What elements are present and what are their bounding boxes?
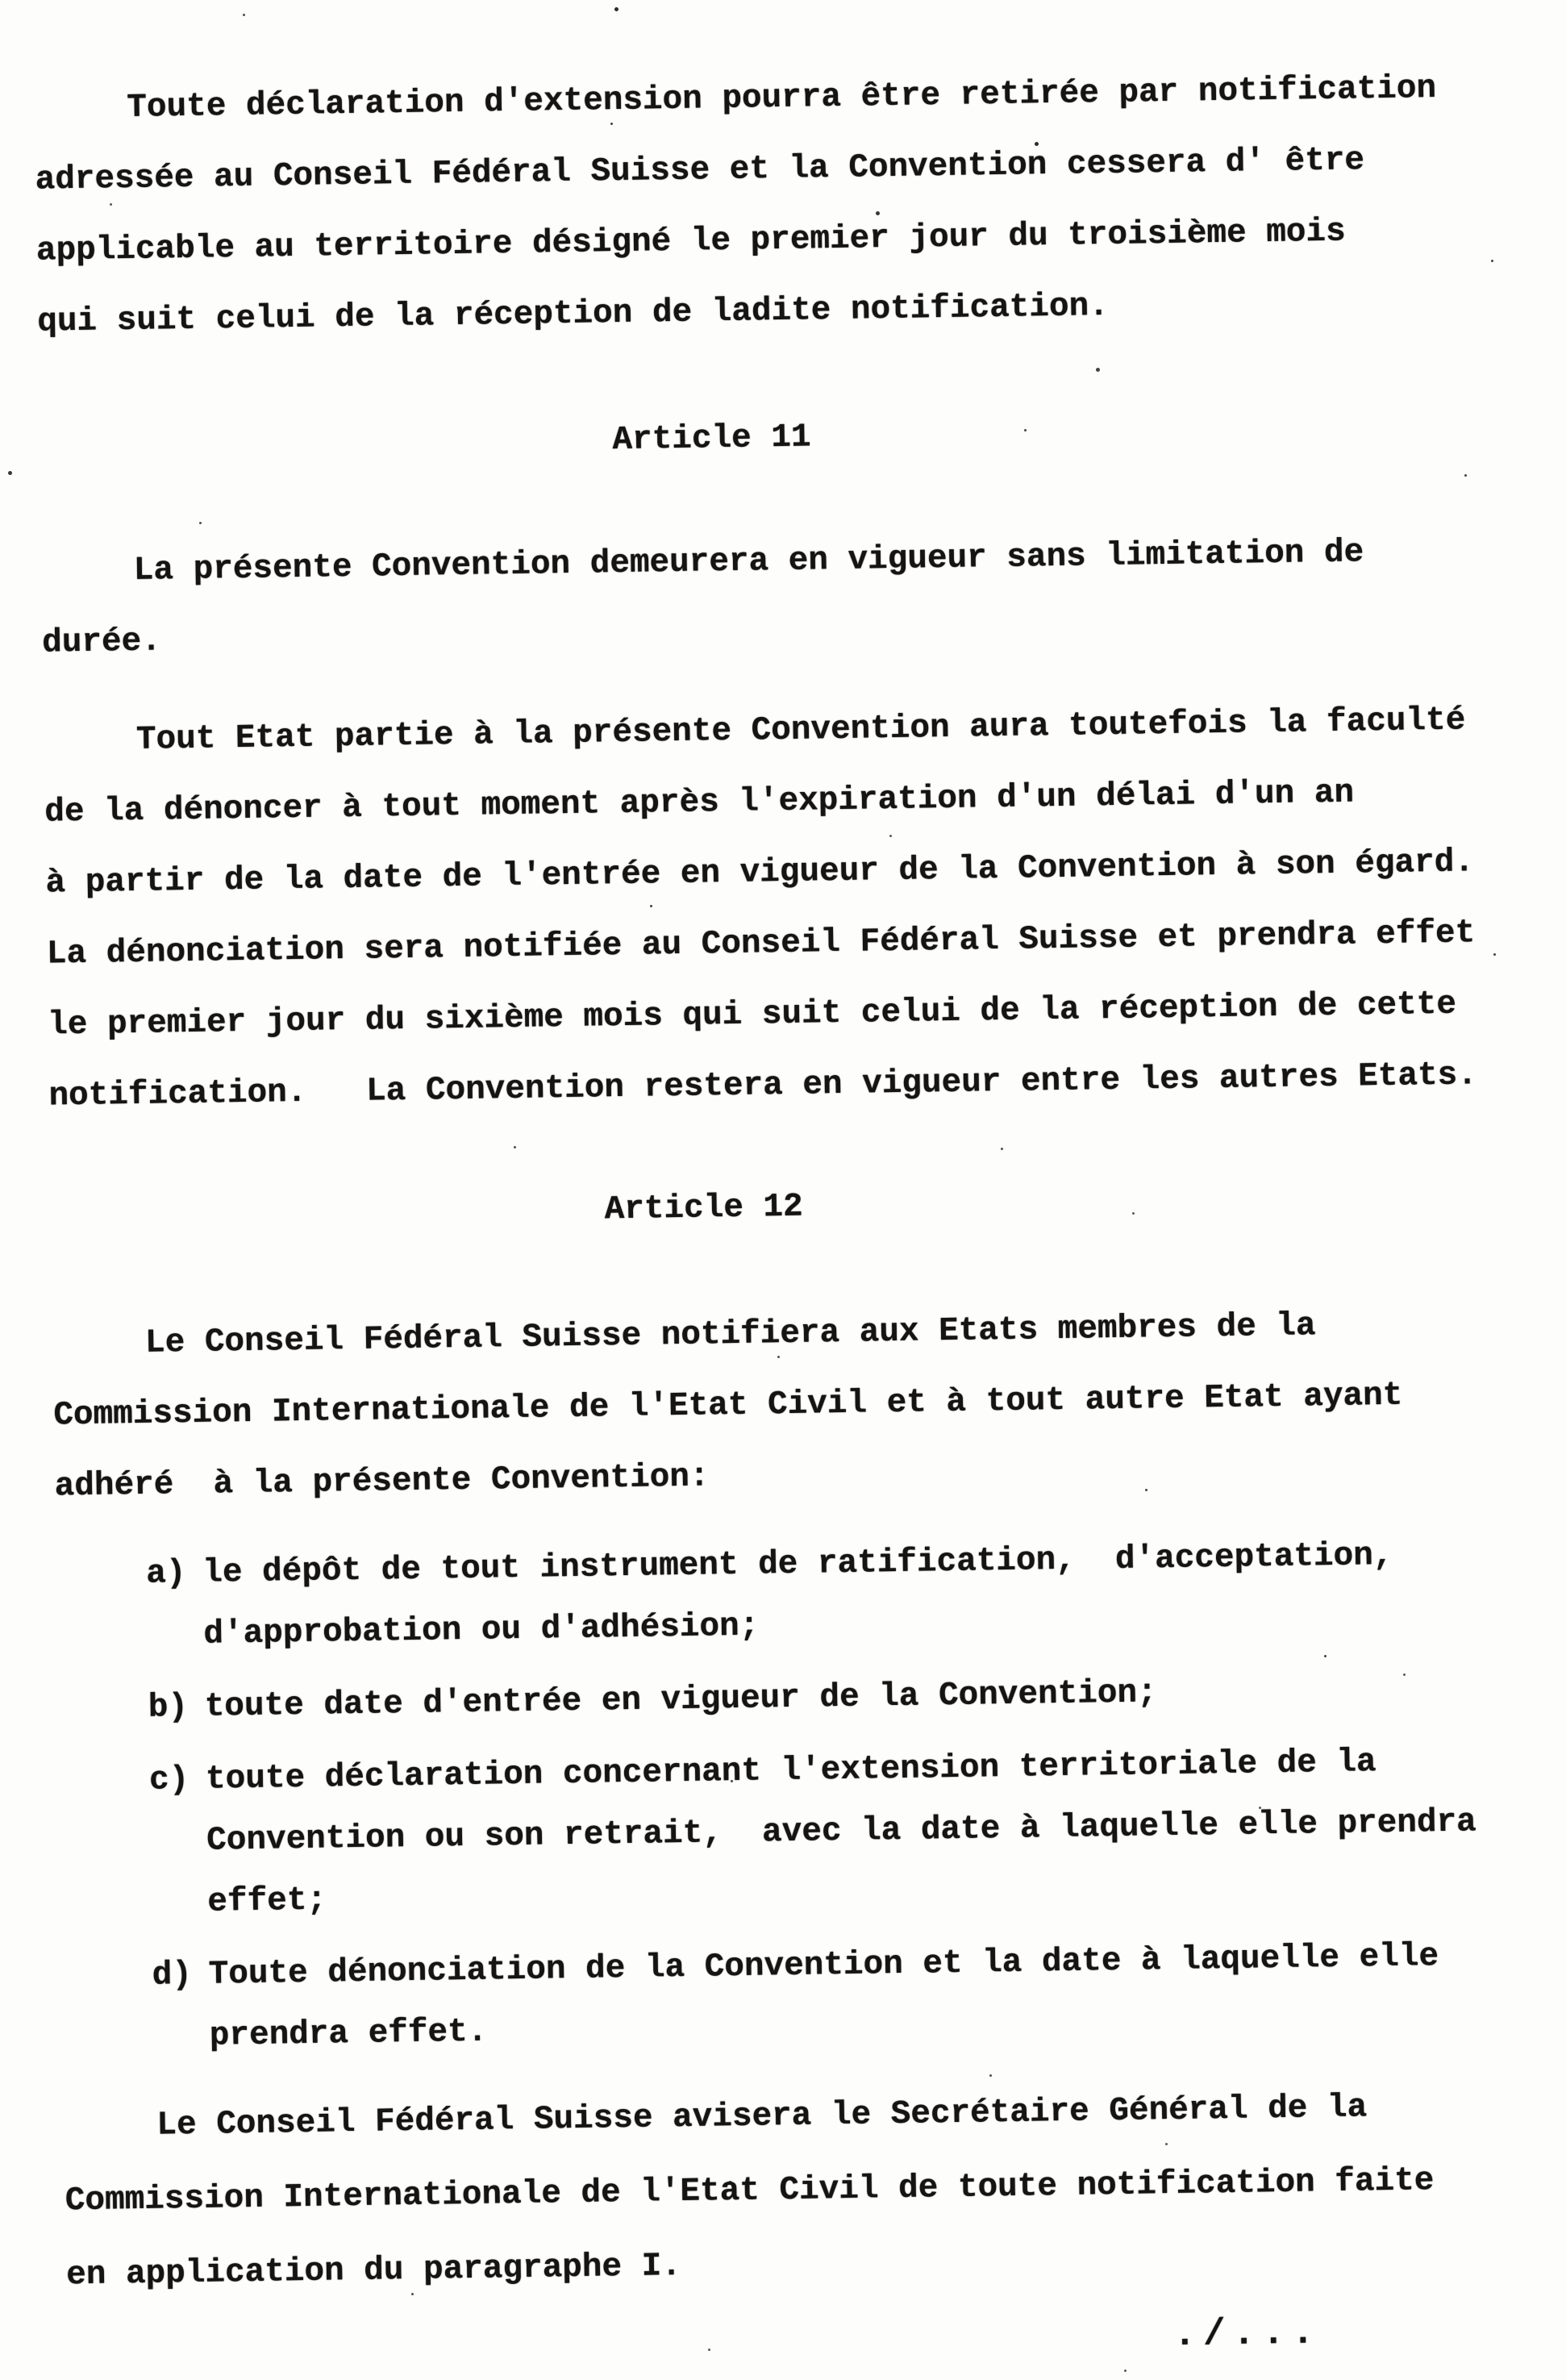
intro-paragraph: Toute déclaration d'extension pourra être retirée par notification adressée au Conseil Fédéral Suisse et la Convention cessera d' être applicable au territoire désigné le premier jour du troisième mois qui suit celui de la réception de ladite notification.	[35, 69, 1437, 341]
list-item-c	[59, 1728, 1566, 1935]
article-11-paragraph-2: Tout Etat partie à la présente Convention aura toutefois la faculté de la dénoncer à tout moment après l'expiration d'un délai d'un an à partir de la date de l'entrée en vigueur de la Convention à son égard. La dénonciation sera notifiée au Conseil Fédéral Suisse et prendra effet le premier jour du sixième mois qui suit celui de la réception de cette notification. La Convention restera en vigueur entre les autres Etats.	[44, 702, 1478, 1115]
article-12-closing-paragraph: Le Conseil Fédéral Suisse avisera le Secrétaire Général de la Commission Internationale de l'Etat Civil de toute notification faite en application du paragraphe I.	[65, 2089, 1435, 2295]
list-item-marker: d)	[152, 1957, 193, 1994]
list-item-text: toute date d'entrée en vigueur de la Convention;	[204, 1674, 1158, 1726]
article-12-heading: Article 12	[604, 1188, 804, 1229]
list-item-text: toute déclaration concernant l'extension territoriale de la Convention ou son retrait, avec la date à laquelle elle prendra effet;	[205, 1744, 1477, 1921]
article-12-intro-paragraph: Le Conseil Fédéral Suisse notifiera aux Etats membres de la Commission Internationale de l'Etat Civil et à tout autre Etat ayant adhéré à la présente Convention:	[53, 1307, 1403, 1506]
continuation-mark: ./...	[1173, 2311, 1322, 2356]
list-item-marker: c)	[148, 1761, 190, 1799]
list-item-marker: a)	[146, 1555, 186, 1593]
list-item-d	[61, 1924, 1566, 2069]
list-item-text: le dépôt de tout instrument de ratification, d'acceptation, d'approbation ou d'adhésion;	[202, 1536, 1393, 1653]
notification-list	[56, 1523, 1566, 2069]
scan-noise	[0, 0, 2, 2]
list-item-marker: b)	[148, 1689, 189, 1727]
list-item-text: Toute dénonciation de la Convention et la date à laquelle elle prendra effet.	[208, 1938, 1439, 2055]
article-11-heading: Article 11	[612, 419, 811, 460]
list-item-b	[57, 1656, 1566, 1740]
list-item-a	[56, 1523, 1566, 1668]
article-11-paragraph-1: La présente Convention demeurera en vigueur sans limitation de durée.	[41, 534, 1364, 662]
